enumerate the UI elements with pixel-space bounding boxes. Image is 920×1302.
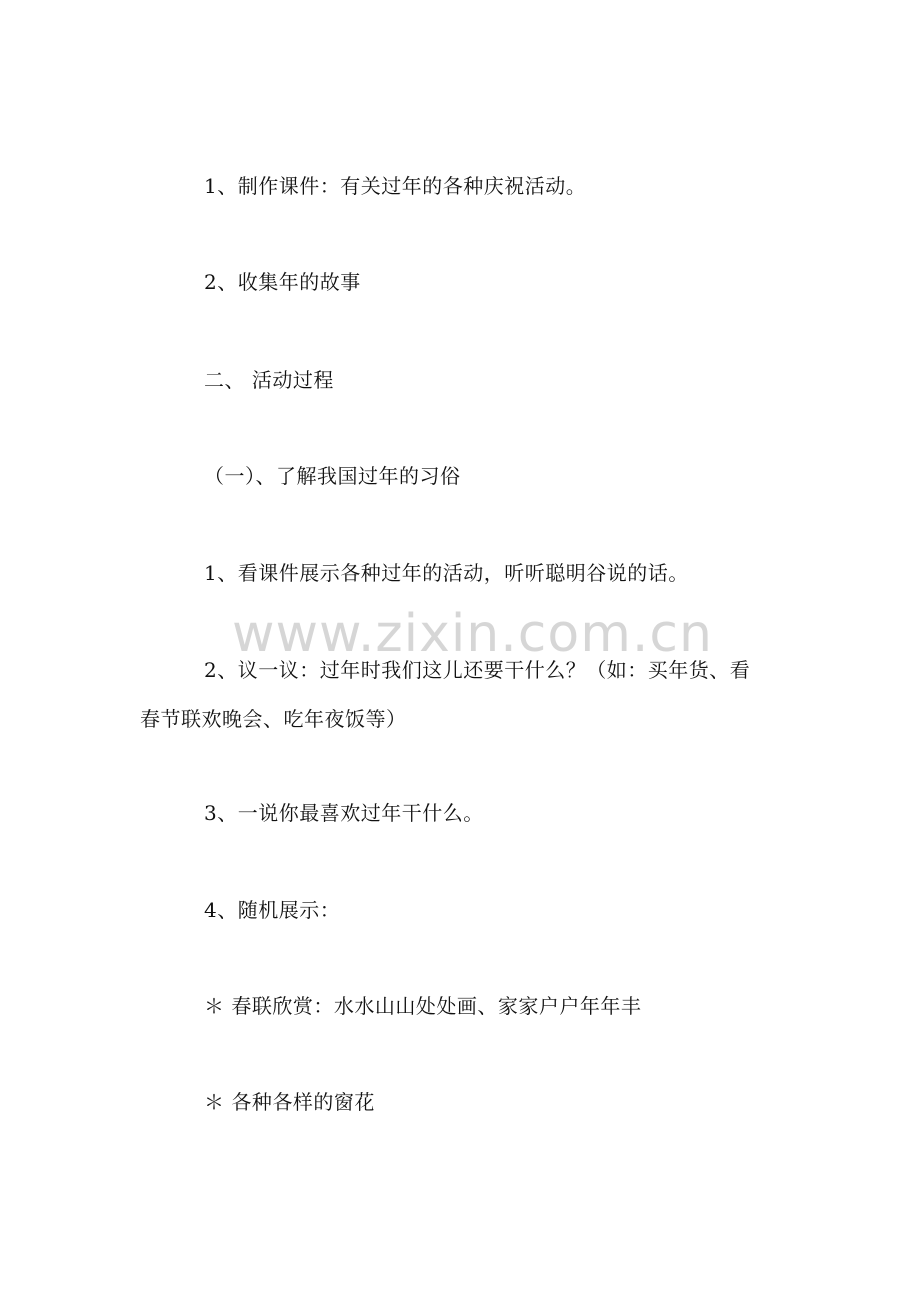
paragraph-prepare-courseware: 1、制作课件：有关过年的各种庆祝活动。	[204, 174, 587, 198]
subsection-heading-customs: （一）、了解我国过年的习俗	[204, 464, 461, 488]
paragraph-say-favorite: 3、一说你最喜欢过年干什么。	[204, 801, 484, 825]
paragraph-random-display: 4、随机展示：	[204, 898, 341, 922]
watermark-text: www.zixin.com.cn	[232, 604, 713, 664]
paragraph-watch-courseware: 1、看课件展示各种过年的活动，听听聪明谷说的话。	[204, 561, 689, 585]
list-item-window-flowers: ＊ 各种各样的窗花	[204, 1090, 375, 1114]
paragraph-collect-stories: 2、收集年的故事	[204, 270, 361, 294]
paragraph-discuss-line-2: 春节联欢晚会、吃年夜饭等）	[140, 707, 407, 731]
list-item-couplets: ＊ 春联欣赏：水水山山处处画、家家户户年年丰	[204, 994, 642, 1018]
paragraph-discuss-line-1: 2、议一议：过年时我们这儿还要干什么？（如：买年货、看	[204, 658, 751, 682]
section-heading-activity-process: 二、 活动过程	[204, 368, 334, 392]
